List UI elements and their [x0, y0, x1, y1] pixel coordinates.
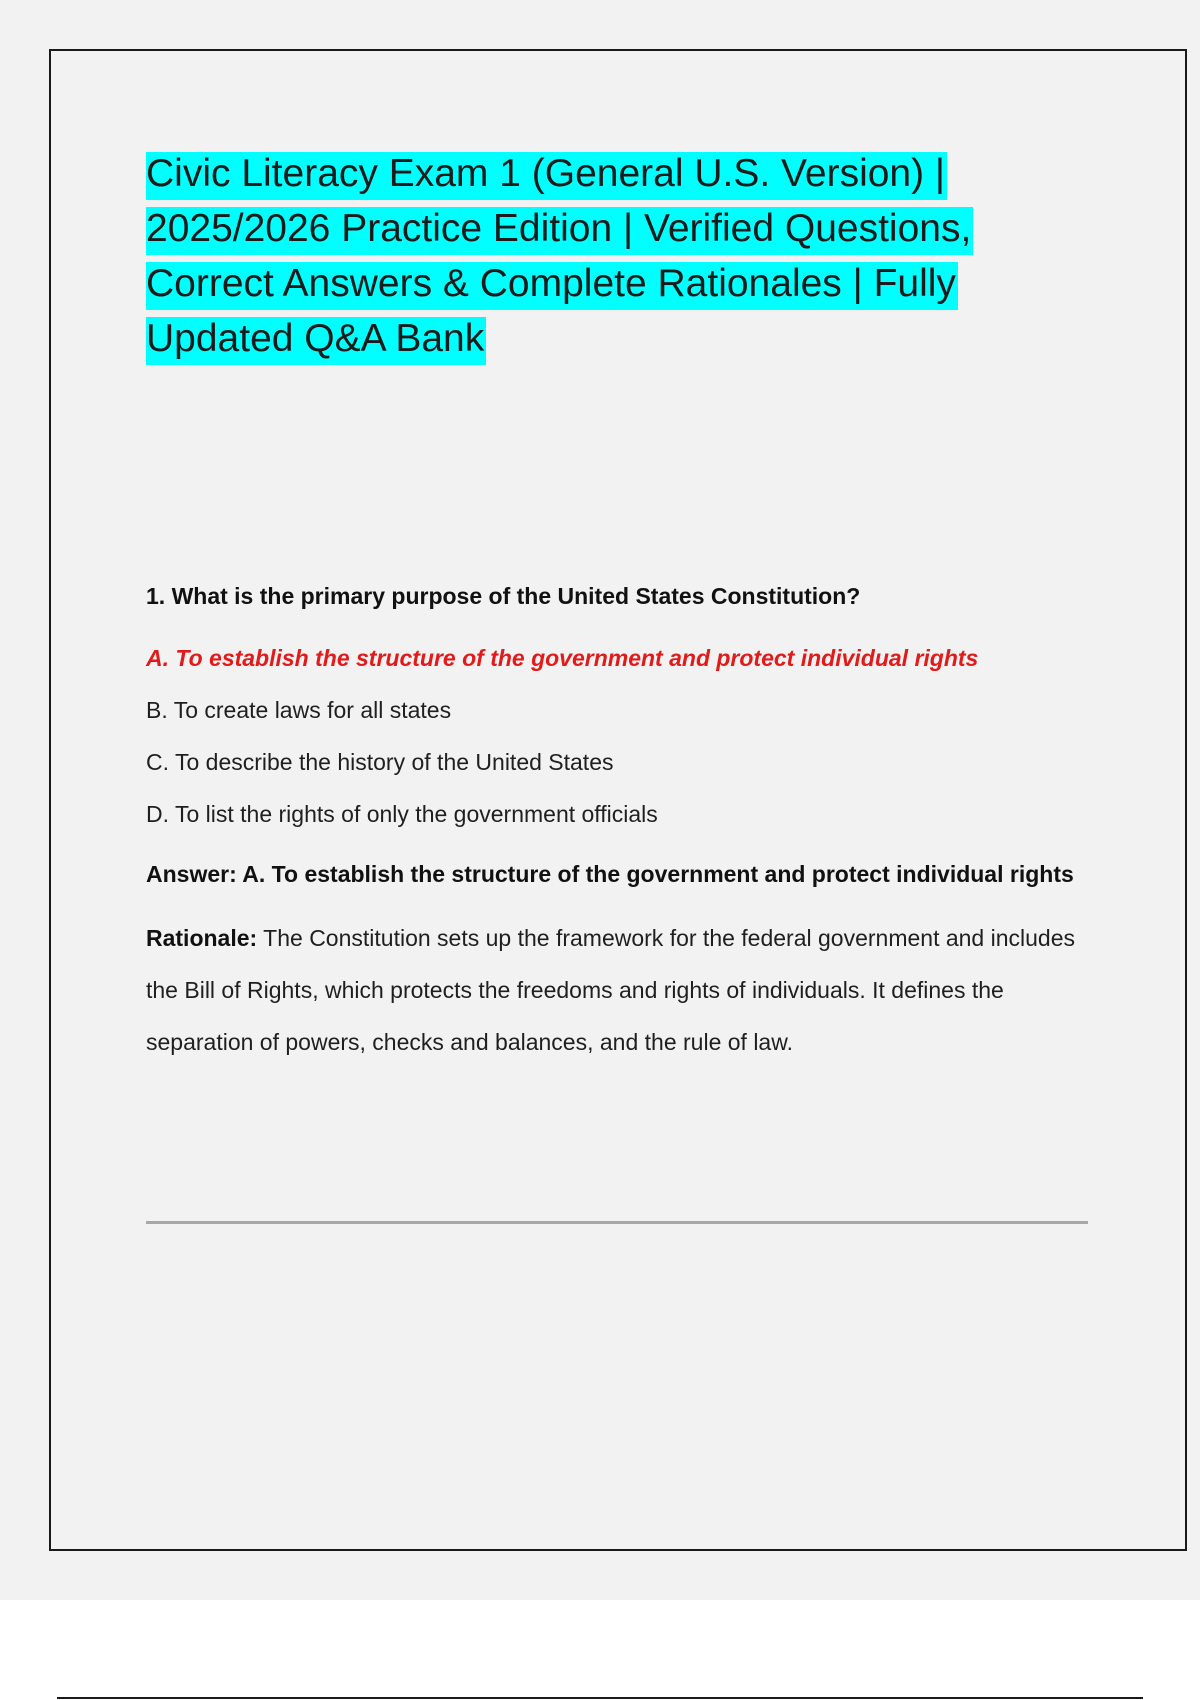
bottom-rule — [57, 1697, 1143, 1699]
answer-text: Answer: A. To establish the structure of the government and protect individual rights — [146, 861, 1074, 887]
rationale — [146, 912, 1096, 1068]
section-divider — [146, 1221, 1088, 1224]
rationale-label: Rationale: — [146, 925, 258, 951]
title-section — [146, 146, 1096, 366]
rationale-text: The Constitution sets up the framework for the federal government and includes the Bill of Rights, which protects the freedoms and rights of individuals. It defines the separation of powers, checks and balances, and the rule of law. — [146, 925, 1075, 1055]
option-c: C. To describe the history of the United States — [146, 749, 614, 775]
option-a-correct: A. To establish the structure of the government and protect individual rights — [146, 645, 979, 671]
document-title — [146, 146, 1096, 366]
option-d: D. To list the rights of only the government officials — [146, 801, 658, 827]
document-title-text: Civic Literacy Exam 1 (General U.S. Version) | 2025/2026 Practice Edition | Verified Questions, Correct Answers & Complete Rationales | Fully Updated Q&A Bank — [146, 152, 973, 365]
question-text: 1. What is the primary purpose of the United States Constitution? — [146, 583, 861, 609]
option-b: B. To create laws for all states — [146, 697, 452, 723]
question-block — [146, 576, 1096, 1068]
